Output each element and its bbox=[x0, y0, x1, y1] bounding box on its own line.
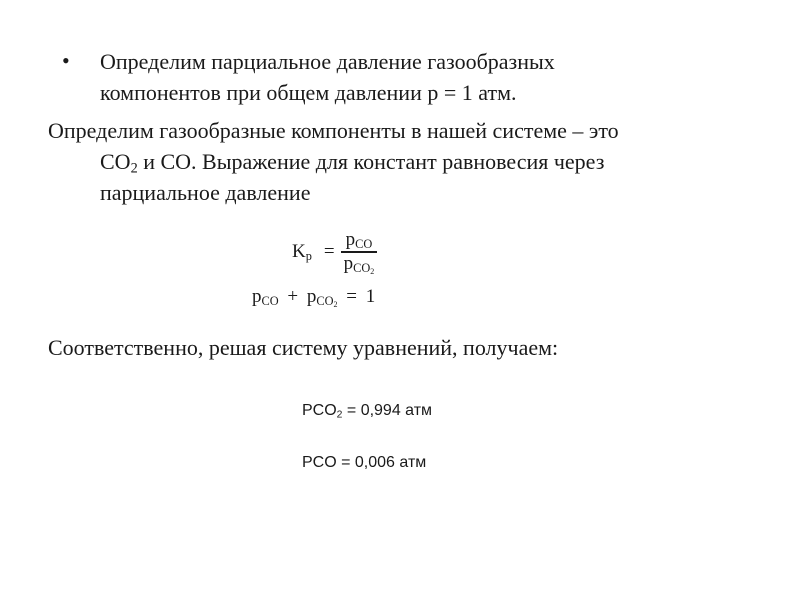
components-line-2-rest: и CO. Выражение для констант равновесия через bbox=[137, 149, 605, 174]
components-line-2 bbox=[48, 146, 768, 177]
sum-plus: + bbox=[287, 286, 299, 307]
solution-paragraph: Соответственно, решая систему уравнений, получаем: bbox=[48, 335, 559, 360]
sum-term-co2: $p_{CO_2}$ bbox=[306, 286, 338, 310]
bullet-paragraph bbox=[100, 46, 760, 108]
sum-term-co: $p_{CO}$ bbox=[252, 286, 279, 309]
components-line-1: Определим газообразные компоненты в нашей системе – это bbox=[48, 118, 619, 143]
sum-equals: = bbox=[346, 286, 358, 307]
bullet-line-1: Определим парциальное давление газообразных bbox=[100, 49, 555, 74]
bullet-line-2: компонентов при общем давлении p = 1 атм. bbox=[100, 80, 517, 105]
pressure-sum-formula bbox=[252, 284, 375, 310]
kp-denominator: $p_{CO_2}$ bbox=[343, 252, 375, 276]
equilibrium-constant-formula bbox=[292, 226, 377, 278]
co2-text: CO bbox=[100, 149, 131, 174]
sum-rhs: 1 bbox=[365, 286, 376, 307]
co2-subscript: 2 bbox=[130, 160, 138, 177]
result-pco: PCO = 0,006 атм bbox=[302, 454, 427, 471]
kp-equals: = bbox=[323, 241, 335, 262]
bullet-marker: • bbox=[62, 48, 70, 73]
components-line-3: парциальное давление bbox=[100, 180, 311, 205]
kp-fraction bbox=[341, 229, 378, 275]
kp-symbol: $K_p$ bbox=[292, 241, 312, 264]
kp-numerator: $p_{CO}$ bbox=[345, 229, 373, 252]
components-paragraph bbox=[48, 115, 768, 208]
result-pco2: $PCO_2 = 0,994$ атм bbox=[302, 402, 433, 421]
